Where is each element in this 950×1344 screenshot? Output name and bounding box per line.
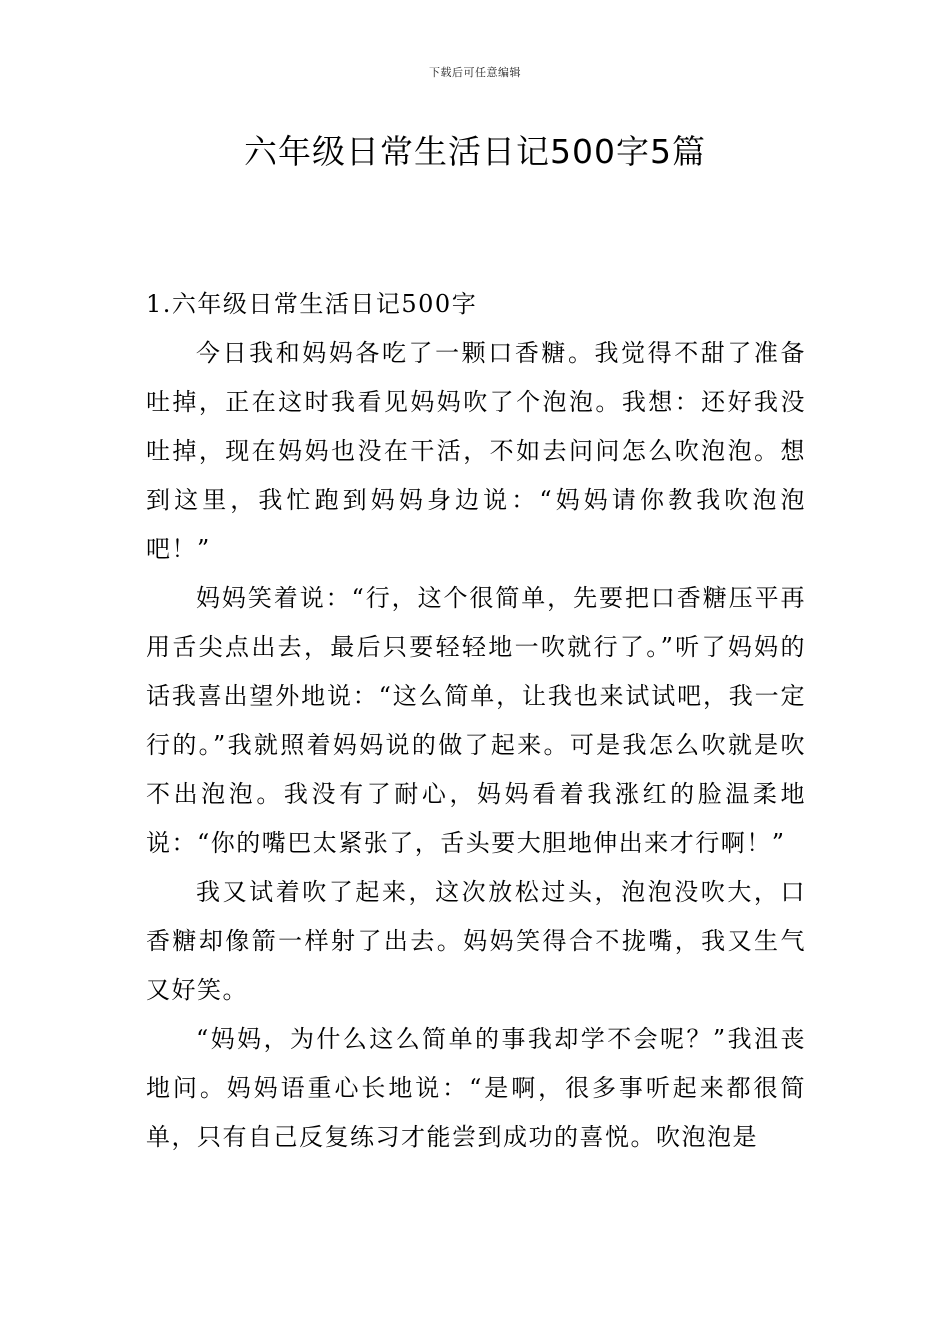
header-note: 下载后可任意编辑 bbox=[429, 66, 521, 79]
paragraph-1: 今日我和妈妈各吃了一颗口香糖。我觉得不甜了准备吐掉，正在这时我看见妈妈吹了个泡泡。我想：还好我没吐掉，现在妈妈也没在干活，不如去问问怎么吹泡泡。想到这里，我忙跑到妈妈身边说：“妈妈请你教我吹泡泡吧！” bbox=[146, 339, 806, 563]
paragraph-3: 我又试着吹了起来，这次放松过头，泡泡没吹大，口香糖却像箭一样射了出去。妈妈笑得合不拢嘴，我又生气又好笑。 bbox=[146, 878, 806, 1004]
document-body bbox=[146, 280, 806, 1162]
document-title: 六年级日常生活日记500字5篇 bbox=[244, 132, 706, 171]
paragraph-2: 妈妈笑着说：“行，这个很简单，先要把口香糖压平再用舌尖点出去，最后只要轻轻地一吹就行了。”听了妈妈的话我喜出望外地说：“这么简单，让我也来试试吧，我一定行的。”我就照着妈妈说的做了起来。可是我怎么吹就是吹不出泡泡。我没有了耐心，妈妈看着我涨红的脸温柔地说：“你的嘴巴太紧张了，舌头要大胆地伸出来才行啊！” bbox=[146, 584, 806, 857]
paragraph-4: “妈妈，为什么这么简单的事我却学不会呢？”我沮丧地问。妈妈语重心长地说：“是啊，很多事听起来都很简单，只有自己反复练习才能尝到成功的喜悦。吹泡泡是 bbox=[146, 1025, 806, 1151]
section-heading: 1.六年级日常生活日记500字 bbox=[146, 290, 478, 318]
